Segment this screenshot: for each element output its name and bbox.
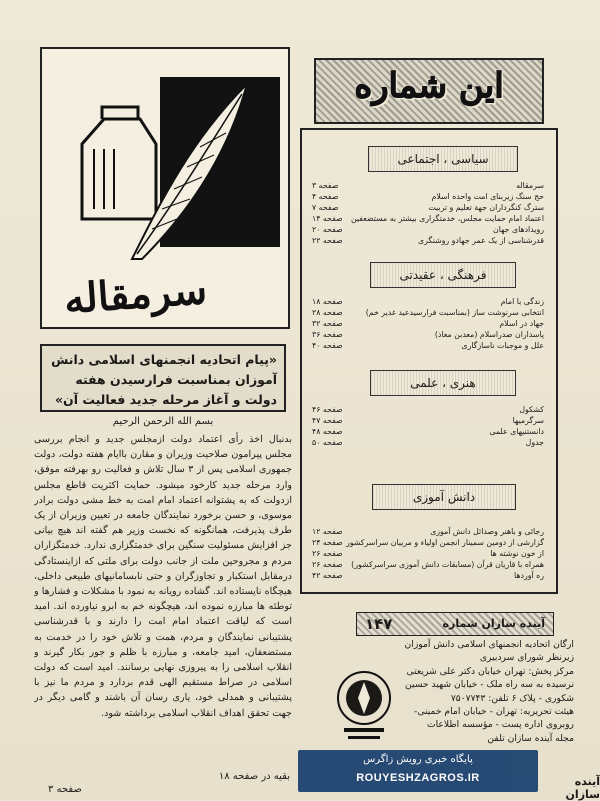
section-header-arts: هنری ، علمی [370,370,516,396]
next-issue-banner [356,612,554,636]
item-page: صفحه ۲۸ [312,308,343,317]
info-line: زیرنظر شورای سردبیری [479,652,574,664]
info-line: ارگان اتحادیه انجمنهای اسلامی دانش آموزان [404,639,574,650]
item-page: صفحه ۲۶ [312,549,343,558]
site-watermark[interactable] [298,750,538,792]
next-issue-label: آینده سازان شماره [442,617,545,630]
item-page: صفحه ۴۶ [312,405,343,414]
info-line: مرکز پخش: تهران خیابان دکتر علی شریعتی [406,665,574,677]
item-title: قدرشناسی از یک عمر جهادو روشنگری [418,236,544,245]
item-title: علل و موجبات ناسازگاری [461,341,544,350]
editorial-headline: «پیام اتحادیه انجمنهای اسلامی دانش آموزان بمناسبت فرارسیدن هفته دولت و آغاز مرحله جدید فعالیت آن» [40,344,286,412]
list-item[interactable] [312,202,544,213]
list-item[interactable] [312,340,544,351]
item-title: جدول [525,438,544,447]
item-page: صفحه ۱۸ [312,297,343,306]
item-page: صفحه ۲۰ [312,225,343,234]
item-title: سرمقاله [516,181,544,190]
item-page: صفحه ۲۶ [312,560,343,569]
item-page: صفحه ۱۴ [312,214,343,223]
item-page: صفحه ۳ [312,181,339,190]
item-title: گزارشی از دومین سمینار انجمن اولیاء و مربیان سراسرکشور [345,538,544,547]
continued-note: بقیه در صفحه ۱۸ [218,771,290,782]
item-title: ره آوردها [514,571,544,580]
list-item[interactable] [312,415,544,426]
list-item[interactable] [312,296,544,307]
watermark-name: پایگاه خبری رویش زاگرس [363,754,473,765]
item-title: از خون نوشته ها [490,549,544,558]
item-page: صفحه ۱۲ [312,527,343,536]
publisher-info [398,638,574,745]
item-title: زندگی با امام [500,297,544,306]
list-item[interactable] [312,570,544,581]
list-item[interactable] [312,235,544,246]
editorial-art [40,47,290,329]
next-issue-number: ۱۴۷ [365,615,393,633]
item-page: صفحه ۳۶ [312,330,343,339]
item-title: جهاد در اسلام [499,319,544,328]
list-item[interactable] [312,437,544,448]
info-line: شکوری - پلاک ۶ تلفن: ۷۵۰۷۷۴۳ [450,692,574,704]
list-item[interactable] [312,213,544,224]
list-item[interactable] [312,329,544,340]
info-line: مجله آینده سازان تلفن [487,732,574,744]
item-page: صفحه ۲۴ [312,538,343,547]
bismillah: بسم الله الرحمن الرحیم [112,416,214,427]
item-page: صفحه ۴۷ [312,416,343,425]
info-line: روبروی اداره پست - مؤسسه اطلاعات [426,719,574,731]
section-header-cultural: فرهنگی ، عقیدتی [370,262,516,288]
watermark-url: ROUYESHZAGROS.IR [356,772,480,784]
item-title: اعتماد امام حمایت مجلس، خدمتگزاری بیشتر به مستضعفین [350,214,544,223]
item-page: صفحه ۴۰ [312,341,343,350]
item-page: صفحه ۴ [312,192,339,201]
list-item[interactable] [312,426,544,437]
item-title: حج سنگ زیربنای امت واحده اسلام [431,192,544,201]
toc-list-political [312,180,544,246]
list-item[interactable] [312,307,544,318]
item-page: صفحه ۵۰ [312,438,343,447]
item-title: سرگرمیها [512,416,544,425]
list-item[interactable] [312,224,544,235]
item-title: دانستنیهای علمی [489,427,544,436]
item-page: صفحه ۳۲ [312,319,343,328]
list-item[interactable] [312,559,544,570]
item-title: انتخابی سرنوشت ساز (بمناسبت فرارسیدعید غدیر خم) [365,308,544,317]
list-item[interactable] [312,526,544,537]
toc-list-cultural [312,296,544,351]
issue-banner [314,58,544,124]
info-line: هیئت تحریریه: تهران - خیابان امام خمینی- [414,706,574,718]
union-emblem-icon [334,652,394,748]
list-item[interactable] [312,180,544,191]
issue-title: این شماره [354,66,504,106]
item-title: رجائی و باهنر وصدائل دانش آموزی [430,527,544,536]
item-page: صفحه ۷ [312,203,339,212]
section-header-political: سیاسی ، اجتماعی [368,146,518,172]
item-title: کشکول [519,405,544,414]
item-title: سترگ کنگرداران جهة تعلیم و تربیت [428,203,544,212]
page-number: صفحه ۳ [48,784,82,795]
footer-logo: آینده سازان [565,775,600,801]
item-page: صفحه ۲۲ [312,236,343,245]
list-item[interactable] [312,318,544,329]
list-item[interactable] [312,191,544,202]
list-item[interactable] [312,404,544,415]
list-item[interactable] [312,548,544,559]
info-line: نرسیده به سه راه ملک - خیابان شهید حسین [404,679,574,691]
toc-list-students [312,526,544,581]
item-title: رویدادهای جهان [492,225,544,234]
item-title: همراه با قاریان قرآن (مسابقات دانش آموزی سراسرکشور) [351,560,544,569]
editorial-body: بدنبال اخذ رأی اعتماد دولت ازمجلس جدید و انجام بررسی مجلس پیرامون صلاحیت وزیران و مقارن باایام هفته دولت، دولت جمهوری اسلامی پس از ۳ سال تلاش و فعالیت رو بهرفته موفق، وارد مرحله جدید کارخود میشود. حمایت اکثریت قاطع مجلس ازدولت که به پشتوانه اعتماد امام امت به خط مشی دولت برادر موسوی، و حسن برخورد نمایندگان جامعه در تعیین وزیران از یک طرف پذیرفت، همانگونه که نخست وزیر هم گفته اند هیچ بیانی جز افزایش مسئولیت سنگین برای خدمتگزاری ندارد. خدمتگزاران مردم و مجروحین ملت از جانب دولت برای ملتی که ازاینستادگی درمقابل استکبار و تجاوزگران و حتی نابسامانیهای طبیعی داخلی، هیچگاه نایستاده اند. گشاده رویانه به نمود با مشکلات و فشارها و توطئه ها مبارزه نموده اند، هیچگونه خم به ابرو نیاورده اند. امید است که لیاقت اعتماد امام امت را دارند و با قدرشناسی پشتیبانی نمایندگان و مردم، همت و تلاش خود را در خدمت به مستضعفان، امید جامعه، و مبارزه با ظلم و جور بکار گیرند و انقلاب اسلامی را به پیروزی نهایی برسانند. امید است که دولت اسلامی در صراط مستقیم الهی قدم بردارد و مردم ما نیز با پشتیبانی و همدلی خود، یاری رسان آن باشند و گامی دیگر در جهت تحقق اهداف انقلاب اسلامی برداشته شود. [34,434,292,719]
section-header-students: دانش آموزی [372,484,516,510]
toc-list-arts [312,404,544,448]
item-title: پاسداران صدراسلام (معدبن معاذ) [434,330,544,339]
list-item[interactable] [312,537,544,548]
editorial-title: سرمقاله [62,266,209,323]
item-page: صفحه ۴۲ [312,571,343,580]
item-page: صفحه ۴۸ [312,427,343,436]
